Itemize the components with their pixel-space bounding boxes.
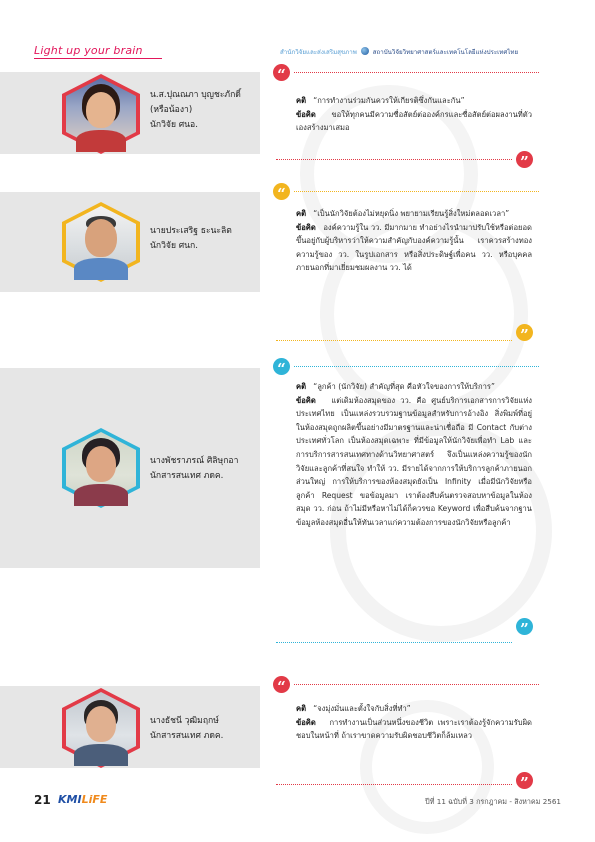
profile-photo: [62, 428, 140, 508]
thought-text: แต่เดิมห้องสมุดของ วว. คือ ศูนย์บริการเอกสารการวิจัยแห่งประเทศไทย เป็นแหล่งรวบรวมฐานข้อมูลสำหรับการอ้างอิง สิ่งพิมพ์ที่อยู่ในห้องสมุดถูกผลิตขึ้นอย่างมีมาตรฐานและน่าเชื่อถือ มี Contact กับต่างประเทศทั่วโลก เป็นห้องสมุดเฉพาะ ที่มีข้อมูลให้นักวิจัยเพื่อทำ Lab และการบริการสารสนเทศทางด้านวิทยาศาสตร์ จึงเป็นแหล่งความรู้ของนักวิจัยและลูกค้าที่สนใจ ทำให้ วว. มีรายได้จากการให้บริการลูกค้าภายนอกส่วนใหญ่ การให้บริการของห้องสมุดยังเป็น Infinity เมื่อมีนักวิจัยหรือลูกค้า Request ขอข้อมูลมา เราต้องสืบค้นตรวจสอบหาข้อมูลในห้องสมุด วว. ก่อน ถ้าไม่มีหรือหาไม่ได้ก็ควรขอ Keyword เพื่อสืบค้นจากฐานข้อมูลห้องสมุดอื่นให้ทันเวลาแก่ความต้องการของนักวิจัยหรือลูกค้า: [296, 395, 532, 527]
person-name: [150, 88, 241, 133]
issue-info: ปีที่ 11 ฉบับที่ 3 กรกฎาคม - สิงหาคม 2561: [425, 797, 561, 806]
thought-label: ข้อคิด: [296, 109, 316, 119]
org-left-label: สำนักวิจัยและส่งเสริมสุขภาพ: [280, 49, 357, 56]
person-name-line1: น.ส.ปุณณภา บุญชะภักดิ์: [150, 90, 241, 100]
profile-photo: [62, 74, 140, 154]
quote-block: [296, 380, 532, 530]
dotted-divider: [276, 784, 512, 785]
person-name: [150, 224, 232, 254]
person-name: [150, 714, 223, 744]
quote-block: [296, 702, 532, 743]
logo-accent: LiFE: [81, 793, 108, 806]
quote-label: คติ: [296, 209, 307, 218]
quote-text: “การทำงานร่วมกันควรให้เกียรติซึ่งกันและกัน”: [313, 96, 465, 105]
dotted-divider: [294, 684, 539, 685]
profile-photo: [62, 688, 140, 768]
close-quote-icon: ”: [516, 772, 533, 789]
dotted-divider: [276, 159, 512, 160]
close-quote-icon: ”: [516, 324, 533, 341]
person-role: นักสารสนเทศ ภดค.: [150, 471, 224, 481]
close-quote-icon: ”: [516, 151, 533, 168]
quote-label: คติ: [296, 704, 307, 713]
open-quote-icon: “: [273, 676, 290, 693]
thought-label: ข้อคิด: [296, 395, 316, 405]
person-name-line1: นายประเสริฐ ธะนะลิต: [150, 226, 232, 236]
magazine-logo: [58, 793, 107, 806]
dotted-divider: [294, 72, 539, 73]
brand-title: Light up your brain: [34, 44, 143, 57]
logo-main: KMI: [58, 793, 82, 806]
person-name-line2: (หรือน้องา): [150, 105, 193, 115]
person-role: นักวิจัย ศนอ.: [150, 120, 198, 130]
person-name: [150, 454, 238, 484]
profile-photo: [62, 202, 140, 282]
close-quote-icon: ”: [516, 618, 533, 635]
quote-block: [296, 94, 532, 135]
globe-icon: [361, 47, 369, 55]
person-name-line1: นางธัชนี วุฒิมฤกษ์: [150, 716, 219, 726]
open-quote-icon: “: [273, 358, 290, 375]
quote-text: “เป็นนักวิจัยต้องไม่หยุดนิ่ง พยายามเรียนรู้สิ่งใหม่ตลอดเวลา”: [313, 209, 510, 218]
thought-text: ขอให้ทุกคนมีความซื่อสัตย์ต่อองค์กรและซื่อสัตย์ต่อผลงานที่ตัวเองสร้างมาเสมอ: [296, 109, 532, 133]
person-role: นักสารสนเทศ ภดค.: [150, 731, 224, 741]
dotted-divider: [294, 191, 539, 192]
person-role: นักวิจัย ศนก.: [150, 241, 198, 251]
dotted-divider: [276, 642, 512, 643]
quote-text: “ลูกค้า (นักวิจัย) สำคัญที่สุด คือหัวใจของการให้บริการ”: [313, 382, 495, 391]
quote-label: คติ: [296, 96, 307, 105]
thought-label: ข้อคิด: [296, 222, 316, 232]
org-right-label: สถาบันวิจัยวิทยาศาสตร์และเทคโนโลยีแห่งประเทศไทย: [372, 49, 519, 56]
dotted-divider: [294, 366, 539, 367]
organization-header: [280, 47, 518, 57]
open-quote-icon: “: [273, 183, 290, 200]
open-quote-icon: “: [273, 64, 290, 81]
thought-text: การทำงานเป็นส่วนหนึ่งของชีวิต เพราะเราต้องรู้จักความรับผิดชอบในหน้าที่ ถ้าเราขาดความรับผิดชอบชีวิตก็ล้มเหลว: [296, 717, 532, 741]
page-number: 21: [34, 793, 51, 807]
thought-label: ข้อคิด: [296, 717, 316, 727]
thought-text: องค์ความรู้ใน วว. มีมากมาย ทำอย่างไรนำมาปรับใช้หรือต่อยอด ขึ้นอยู่กับผู้บริหารว่าให้ความสำคัญกับองค์ความรู้นั้น เราควรสร้างทองความรู้ของ วว. ในรูปเอกสาร หรือสิ่งประดิษฐ์เพื่อคน วว. หรือบุคคลภายนอกที่มาเยี่ยมชมผลงาน วว. ได้: [296, 222, 532, 273]
quote-block: [296, 207, 532, 275]
dotted-divider: [276, 340, 512, 341]
quote-text: “จงมุ่งมั่นและตั้งใจกับสิ่งที่ทำ”: [313, 704, 411, 713]
person-name-line1: นางพัชราภรณ์ ศิลิษุกอา: [150, 456, 239, 466]
brand-underline: [34, 58, 162, 59]
quote-label: คติ: [296, 382, 307, 391]
